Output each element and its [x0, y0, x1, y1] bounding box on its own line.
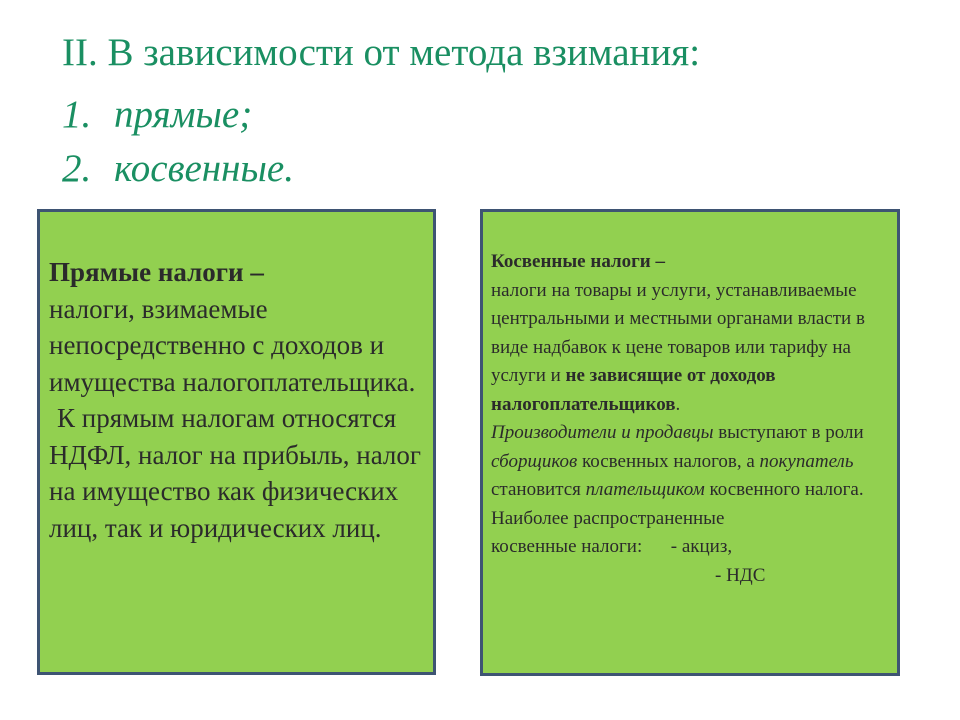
- tax-item-vat: - НДС: [715, 564, 766, 586]
- common-taxes-row: [491, 533, 889, 562]
- roles-text: косвенного налога.: [704, 479, 864, 500]
- list-label: косвенные.: [114, 147, 294, 190]
- producers-term: Производители и продавцы: [491, 422, 714, 443]
- collectors-term: сборщиков: [491, 450, 578, 472]
- indirect-taxes-box: [480, 209, 900, 676]
- roles-text: становится: [491, 479, 586, 500]
- definition-emphasis: не зависящие от доходов налогоплательщиков: [491, 365, 776, 415]
- buyer-term: покупатель: [759, 450, 854, 472]
- indirect-taxes-roles: [491, 419, 889, 505]
- direct-taxes-title: Прямые налоги –: [49, 257, 264, 287]
- common-taxes-label: косвенные налоги:: [491, 536, 643, 557]
- tax-item-excise: - акциз,: [670, 536, 733, 557]
- list-label: прямые;: [114, 93, 253, 136]
- roles-text: косвенных налогов, а: [577, 450, 760, 472]
- list-item: [62, 88, 294, 142]
- definition-end: .: [675, 393, 681, 415]
- payer-term: плательщиком: [585, 479, 705, 500]
- roles-text: выступают в роли: [713, 422, 864, 443]
- common-taxes-row: [491, 562, 889, 591]
- direct-taxes-box: [37, 209, 436, 675]
- direct-taxes-examples: К прямым налогам относятся НДФЛ, налог на прибыль, налог на имущество как физических лиц, так и юридических лиц.: [49, 403, 421, 543]
- indirect-taxes-title: Косвенные налоги –: [491, 251, 665, 272]
- list-item: [62, 142, 294, 196]
- indirect-taxes-definition: [491, 277, 889, 420]
- definition-text: налоги на товары и услуги, устанавливаемые центральными и местными органами власти в виде надбавок к цене товаров или тарифу на услуги и: [491, 279, 865, 386]
- direct-taxes-definition: налоги, взимаемые непосредственно с доходов и имущества налогоплательщика.: [49, 293, 416, 397]
- list-number: 1.: [62, 93, 92, 136]
- tax-types-list: [62, 88, 294, 196]
- list-number: 2.: [62, 147, 92, 190]
- slide-heading: II. В зависимости от метода взимания:: [62, 31, 701, 74]
- common-taxes-text: Наиболее распространенные: [491, 507, 725, 529]
